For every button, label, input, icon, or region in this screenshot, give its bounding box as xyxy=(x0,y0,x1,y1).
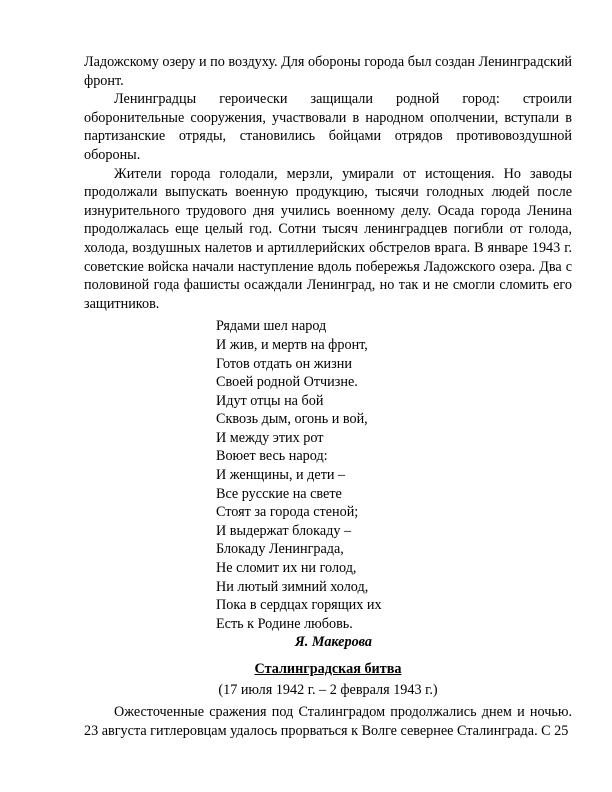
poem-line: Ни лютый зимний холод, xyxy=(216,578,369,595)
poem-line: И между этих рот xyxy=(216,429,324,446)
poem-line: Блокаду Ленинграда, xyxy=(216,541,344,558)
poem-line: Стоят за города стеной; xyxy=(216,504,359,521)
poem-line: Идут отцы на бой xyxy=(216,392,324,409)
poem-line: И жив, и мертв на фронт, xyxy=(216,336,368,353)
section-heading: Сталинградская битва xyxy=(254,661,402,677)
section-dates: (17 июля 1942 г. – 2 февраля 1943 г.) xyxy=(218,681,438,698)
document-body xyxy=(84,53,572,740)
poem-line: Сквозь дым, огонь и вой, xyxy=(216,411,368,428)
poem-line: Есть к Родине любовь. xyxy=(216,615,353,632)
poem-line: Готов отдать он жизни xyxy=(216,355,352,372)
poem-author: Я. Макерова xyxy=(295,634,372,651)
poem-line: Все русские на свете xyxy=(216,485,342,502)
paragraph-leningrad-front: Ладожскому озеру и по воздуху. Для обороны города был создан Ленинградский фронт. xyxy=(84,54,572,89)
paragraph-stalingrad: Ожесточенные сражения под Сталинградом продолжались днем и ночью. 23 августа гитлеровцам удалось прорваться к Волге севернее Сталинграда. С 25 xyxy=(84,704,572,739)
paragraph-defense: Ленинградцы героически защищали родной город: строили оборонительные сооружения, участвовали в народном ополчении, вступали в партизанские отряды, становились бойцами отрядов противовоздушной обороны. xyxy=(84,91,572,163)
poem-line: Воюет весь народ: xyxy=(216,448,328,465)
poem-line: Своей родной Отчизне. xyxy=(216,374,358,391)
poem xyxy=(216,317,572,633)
paragraph-siege: Жители города голодали, мерзли, умирали от истощения. Но заводы продолжали выпускать военную продукцию, тысячи голодных людей после изнурительного трудового дня учились военному делу. Осада города Ленина продолжалась еще целый год. Сотни тысяч ленинградцев погибли от голода, холода, воздушных налетов и артиллерийских обстрелов врага. В январе 1943 г. советские войска начали наступление вдоль побережья Ладожского озера. Два с половиной года фашисты осаждали Ленинград, но так и не смогли сломить его защитников. xyxy=(84,165,572,312)
poem-line: Не сломит их ни голод, xyxy=(216,560,357,577)
poem-line: Пока в сердцах горящих их xyxy=(216,597,382,614)
poem-line: Рядами шел народ xyxy=(216,318,327,335)
poem-line: И женщины, и дети – xyxy=(216,467,346,484)
poem-line: И выдержат блокаду – xyxy=(216,522,352,539)
